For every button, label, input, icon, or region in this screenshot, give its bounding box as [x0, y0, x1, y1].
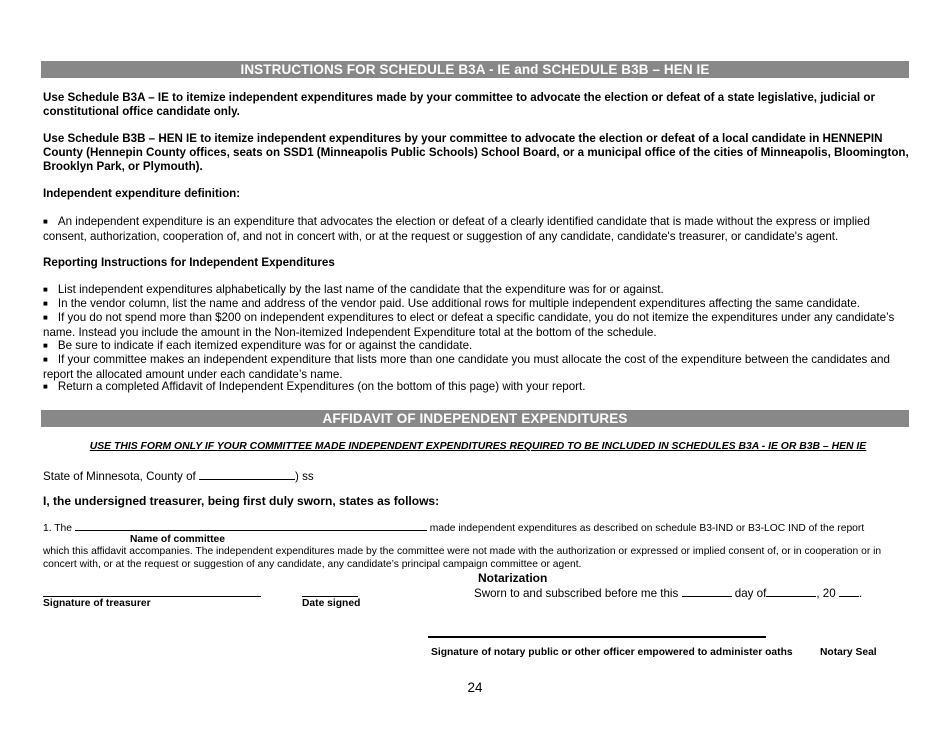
county-field[interactable] [199, 467, 295, 480]
list-item-text: If your committee makes an independent expenditure that lists more than one candidate you must allocate the cost of the expenditure between the candidates and report the allocated amount under each candidate’s name. [43, 353, 890, 381]
committee-name-field[interactable] [75, 520, 427, 531]
schedule-b3a-paragraph: Use Schedule B3A – IE to itemize independent expenditures made by your committee to advocate the election or defeat of a state legislative, judicial or constitutional office candidate only. [43, 91, 875, 118]
definition-heading: Independent expenditure definition: [43, 187, 241, 200]
committee-name-label: Name of committee [130, 534, 225, 545]
year-prefix: , 20 [816, 587, 836, 600]
bullet-square-icon: ■ [43, 382, 48, 391]
list-item-text: Return a completed Affidavit of Independent Expenditures (on the bottom of this page) with your report. [57, 380, 586, 393]
sworn-before-text: Sworn to and subscribed before me this [474, 587, 679, 600]
date-signed-label: Date signed [302, 598, 361, 609]
bullet-square-icon: ■ [43, 313, 48, 322]
notary-seal-label: Notary Seal [820, 647, 877, 658]
bullet-square-icon: ■ [43, 285, 48, 294]
treasurer-signature-line[interactable] [43, 596, 261, 597]
affidavit-notice: USE THIS FORM ONLY IF YOUR COMMITTEE MADE INDEPENDENT EXPENDITURES REQUIRED TO BE INCLUDED IN SCHEDULES B3A - IE OR B3B – HEN IE [89, 441, 867, 452]
bullet-square-icon: ■ [43, 217, 48, 226]
definition-text: An independent expenditure is an expenditure that advocates the election or defeat of a clearly identified candidate that is made without the express or implied consent, authorization, cooperation of, and not in concert with, or at the request or suggestion of any candidate, candidate's treasurer, or candidate's agent. [43, 215, 870, 243]
list-item [43, 311, 913, 339]
item1-prefix: 1. The [43, 523, 73, 534]
sworn-statement: I, the undersigned treasurer, being first duly sworn, states as follows: [43, 494, 440, 508]
signature-treasurer-label: Signature of treasurer [43, 598, 151, 609]
list-item-text: Be sure to indicate if each itemized expenditure was for or against the candidate. [57, 339, 473, 352]
item1-continuation: which this affidavit accompanies. The independent expenditures made by the committee were not made with the authorization or expressed or implied consent of, or in cooperation or in concert with, or at the request or suggestion of any candidate, any candidate’s principal campaign committee or agent. [43, 546, 882, 570]
sworn-before-line: Sworn to and subscribed before me this day of , 20 . [474, 584, 862, 601]
month-field[interactable] [766, 584, 816, 597]
notary-signature-label: Signature of notary public or other officer empowered to administer oaths [431, 647, 793, 658]
bullet-square-icon: ■ [43, 341, 48, 350]
list-item [43, 380, 913, 395]
day-field[interactable] [682, 584, 732, 597]
schedule-b3b-paragraph: Use Schedule B3B – HEN IE to itemize independent expenditures by your committee to advocate the election or defeat of a local candidate in HENNEPIN County (Hennepin County offices, seats on SSD1 (Minneapolis Public Schools) School Board, or a municipal office of the cities of Minneapolis, Bloomington, Brooklyn Park, or Plymouth). [43, 132, 909, 173]
list-item-text: In the vendor column, list the name and address of the vendor paid. Use additional rows for multiple independent expenditures affecting the same candidate. [57, 297, 861, 310]
bullet-square-icon: ■ [43, 355, 48, 364]
instructions-banner: INSTRUCTIONS FOR SCHEDULE B3A - IE and SCHEDULE B3B – HEN IE [41, 61, 909, 78]
page-number: 24 [467, 680, 483, 695]
list-item-text: If you do not spend more than $200 on independent expenditures to elect or defeat a specific candidate, you do not itemize the expenditures under any candidate’s name. Instead you include the amount in the Non-itemized Independent Expenditure total at the bottom of the schedule. [43, 311, 895, 339]
notary-signature-line[interactable] [428, 636, 766, 638]
list-item [43, 283, 913, 298]
list-item-text: List independent expenditures alphabetically by the last name of the candidate that the expenditure was for or against. [57, 283, 664, 296]
bullet-square-icon: ■ [43, 299, 48, 308]
affidavit-banner: AFFIDAVIT OF INDEPENDENT EXPENDITURES [41, 410, 909, 427]
date-signed-line[interactable] [302, 596, 358, 597]
state-suffix: ) ss [294, 470, 314, 483]
year-field[interactable] [839, 584, 859, 597]
list-item [43, 297, 913, 312]
list-item [43, 353, 913, 381]
item1-suffix: made independent expenditures as described on schedule B3-IND or B3-LOC IND of the report [429, 523, 865, 534]
definition-bullet [43, 215, 913, 243]
reporting-heading: Reporting Instructions for Independent Expenditures [43, 256, 335, 269]
state-prefix: State of Minnesota, County of [43, 470, 196, 483]
list-item [43, 339, 913, 354]
state-county-line [43, 467, 314, 484]
notarization-heading: Notarization [478, 571, 548, 585]
day-of-text: day of [734, 587, 767, 600]
